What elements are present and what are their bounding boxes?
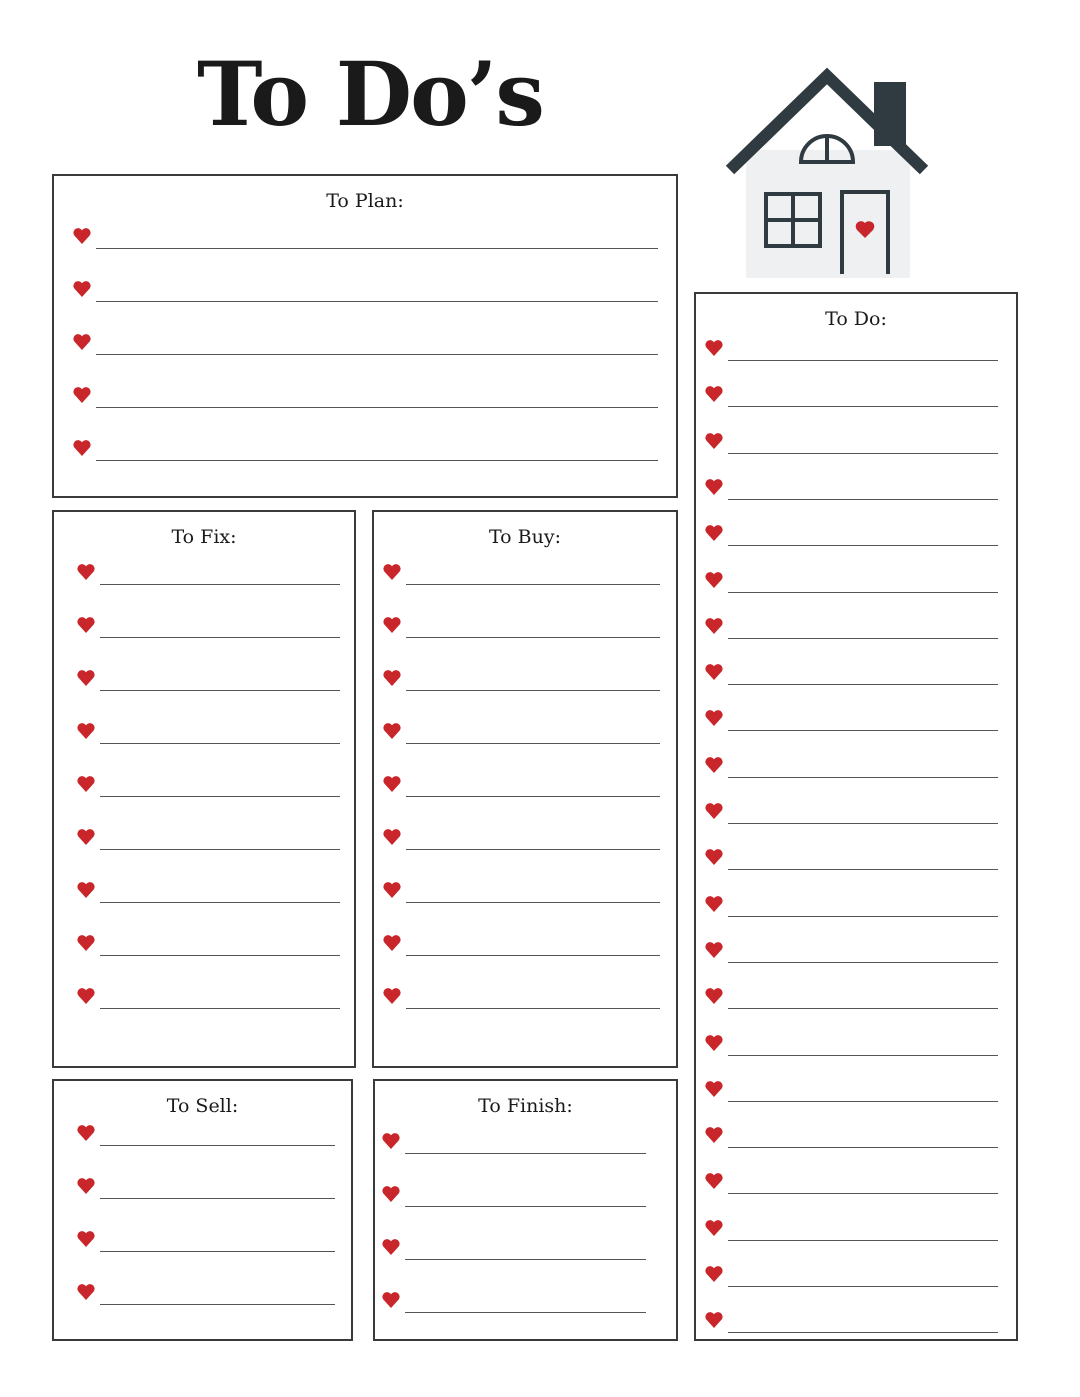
- to-do-label: To Do:: [825, 308, 887, 330]
- list-item: [76, 882, 340, 902]
- list-item: [76, 829, 340, 849]
- writing-line[interactable]: [405, 1153, 646, 1154]
- list-item: [72, 228, 658, 248]
- writing-line[interactable]: [728, 360, 998, 361]
- heart-icon: [704, 570, 724, 590]
- writing-line[interactable]: [100, 1198, 335, 1199]
- list-item: [704, 1081, 998, 1101]
- writing-line[interactable]: [96, 407, 658, 408]
- writing-line[interactable]: [728, 1008, 998, 1009]
- heart-icon: [381, 1184, 401, 1204]
- list-item: [704, 572, 998, 592]
- writing-line[interactable]: [100, 849, 340, 850]
- heart-icon: [76, 986, 96, 1006]
- writing-line[interactable]: [406, 1008, 660, 1009]
- heart-icon: [72, 438, 92, 458]
- writing-line[interactable]: [96, 248, 658, 249]
- writing-line[interactable]: [728, 406, 998, 407]
- to-sell-section: [52, 1079, 353, 1341]
- writing-line[interactable]: [405, 1259, 646, 1260]
- list-item: [382, 776, 660, 796]
- writing-line[interactable]: [96, 354, 658, 355]
- list-item: [704, 479, 998, 499]
- to-buy-label: To Buy:: [488, 526, 561, 548]
- heart-icon: [72, 226, 92, 246]
- list-item: [76, 564, 340, 584]
- writing-line[interactable]: [100, 1145, 335, 1146]
- heart-icon: [704, 431, 724, 451]
- writing-line[interactable]: [405, 1206, 646, 1207]
- writing-line[interactable]: [406, 690, 660, 691]
- list-item: [704, 942, 998, 962]
- list-item: [381, 1186, 646, 1206]
- heart-icon: [76, 880, 96, 900]
- list-item: [704, 340, 998, 360]
- list-item: [76, 670, 340, 690]
- writing-line[interactable]: [728, 823, 998, 824]
- writing-line[interactable]: [728, 1055, 998, 1056]
- heart-icon: [72, 332, 92, 352]
- writing-line[interactable]: [728, 1240, 998, 1241]
- writing-line[interactable]: [728, 638, 998, 639]
- list-item: [704, 1266, 998, 1286]
- writing-line[interactable]: [406, 637, 660, 638]
- list-item: [76, 776, 340, 796]
- heart-icon: [381, 1237, 401, 1257]
- heart-icon: [704, 1310, 724, 1330]
- list-item: [704, 988, 998, 1008]
- list-item: [76, 935, 340, 955]
- list-item: [704, 710, 998, 730]
- writing-line[interactable]: [100, 690, 340, 691]
- to-buy-section: [372, 510, 678, 1068]
- heart-icon: [76, 668, 96, 688]
- writing-line[interactable]: [728, 777, 998, 778]
- list-item: [76, 988, 340, 1008]
- writing-line[interactable]: [100, 1251, 335, 1252]
- house-icon: [724, 62, 930, 278]
- list-item: [704, 386, 998, 406]
- writing-line[interactable]: [728, 1332, 998, 1333]
- heart-icon: [382, 562, 402, 582]
- to-sell-label: To Sell:: [166, 1095, 239, 1117]
- heart-icon: [704, 338, 724, 358]
- heart-icon: [382, 721, 402, 741]
- heart-icon: [76, 1123, 96, 1143]
- heart-icon: [76, 721, 96, 741]
- list-item: [704, 896, 998, 916]
- writing-line[interactable]: [728, 545, 998, 546]
- writing-line[interactable]: [728, 499, 998, 500]
- writing-line[interactable]: [728, 869, 998, 870]
- to-fix-label: To Fix:: [171, 526, 237, 548]
- heart-icon: [704, 477, 724, 497]
- writing-line[interactable]: [728, 1147, 998, 1148]
- list-item: [704, 433, 998, 453]
- heart-icon: [704, 986, 724, 1006]
- writing-line[interactable]: [728, 962, 998, 963]
- list-item: [704, 1312, 998, 1332]
- heart-icon: [72, 385, 92, 405]
- heart-icon: [382, 827, 402, 847]
- list-item: [72, 334, 658, 354]
- heart-icon: [704, 1171, 724, 1191]
- list-item: [381, 1239, 646, 1259]
- writing-line[interactable]: [100, 584, 340, 585]
- heart-icon: [381, 1290, 401, 1310]
- list-item: [382, 882, 660, 902]
- writing-line[interactable]: [100, 955, 340, 956]
- heart-icon: [704, 1125, 724, 1145]
- heart-icon: [76, 1176, 96, 1196]
- heart-icon: [704, 847, 724, 867]
- heart-icon: [704, 1033, 724, 1053]
- list-item: [76, 723, 340, 743]
- writing-line[interactable]: [100, 902, 340, 903]
- writing-line[interactable]: [100, 743, 340, 744]
- heart-icon: [704, 384, 724, 404]
- heart-icon: [72, 279, 92, 299]
- list-item: [704, 1220, 998, 1240]
- list-item: [704, 757, 998, 777]
- list-item: [72, 387, 658, 407]
- list-item: [382, 564, 660, 584]
- list-item: [704, 1035, 998, 1055]
- writing-line[interactable]: [728, 730, 998, 731]
- writing-line[interactable]: [100, 637, 340, 638]
- writing-line[interactable]: [406, 902, 660, 903]
- to-plan-section: [52, 174, 678, 498]
- list-item: [704, 664, 998, 684]
- list-item: [76, 1178, 335, 1198]
- heart-icon: [382, 668, 402, 688]
- list-item: [382, 617, 660, 637]
- list-item: [382, 829, 660, 849]
- heart-icon: [704, 523, 724, 543]
- heart-icon: [704, 662, 724, 682]
- writing-line[interactable]: [100, 1008, 340, 1009]
- writing-line[interactable]: [728, 684, 998, 685]
- to-plan-label: To Plan:: [326, 190, 404, 212]
- heart-icon: [704, 801, 724, 821]
- heart-icon: [704, 1079, 724, 1099]
- list-item: [704, 525, 998, 545]
- heart-icon: [76, 933, 96, 953]
- to-finish-label: To Finish:: [478, 1095, 573, 1117]
- heart-icon: [704, 1264, 724, 1284]
- list-item: [76, 1125, 335, 1145]
- heart-icon: [382, 615, 402, 635]
- writing-line[interactable]: [96, 301, 658, 302]
- list-item: [382, 723, 660, 743]
- writing-line[interactable]: [728, 453, 998, 454]
- heart-icon: [76, 1282, 96, 1302]
- to-do-section: [694, 292, 1018, 1341]
- list-item: [704, 849, 998, 869]
- writing-line[interactable]: [405, 1312, 646, 1313]
- writing-line[interactable]: [406, 849, 660, 850]
- heart-icon: [382, 880, 402, 900]
- list-item: [76, 1231, 335, 1251]
- heart-icon: [704, 755, 724, 775]
- list-item: [72, 281, 658, 301]
- to-finish-section: [373, 1079, 678, 1341]
- heart-icon: [382, 774, 402, 794]
- list-item: [382, 670, 660, 690]
- heart-icon: [704, 708, 724, 728]
- writing-line[interactable]: [728, 1286, 998, 1287]
- writing-line[interactable]: [96, 460, 658, 461]
- writing-line[interactable]: [728, 1101, 998, 1102]
- heart-icon: [704, 894, 724, 914]
- page-title: To Do’s: [197, 42, 543, 146]
- writing-line[interactable]: [406, 584, 660, 585]
- writing-line[interactable]: [728, 592, 998, 593]
- heart-icon: [381, 1131, 401, 1151]
- list-item: [381, 1292, 646, 1312]
- writing-line[interactable]: [728, 1193, 998, 1194]
- writing-line[interactable]: [100, 1304, 335, 1305]
- writing-line[interactable]: [406, 955, 660, 956]
- writing-line[interactable]: [406, 796, 660, 797]
- heart-icon: [382, 986, 402, 1006]
- list-item: [704, 1173, 998, 1193]
- heart-icon: [76, 615, 96, 635]
- writing-line[interactable]: [728, 916, 998, 917]
- heart-icon: [382, 933, 402, 953]
- list-item: [704, 803, 998, 823]
- heart-icon: [76, 774, 96, 794]
- list-item: [704, 1127, 998, 1147]
- list-item: [704, 618, 998, 638]
- heart-icon: [704, 1218, 724, 1238]
- list-item: [382, 935, 660, 955]
- writing-line[interactable]: [406, 743, 660, 744]
- writing-line[interactable]: [100, 796, 340, 797]
- heart-icon: [704, 616, 724, 636]
- heart-icon: [76, 562, 96, 582]
- list-item: [382, 988, 660, 1008]
- list-item: [76, 1284, 335, 1304]
- list-item: [72, 440, 658, 460]
- heart-icon: [76, 827, 96, 847]
- list-item: [381, 1133, 646, 1153]
- heart-icon: [704, 940, 724, 960]
- heart-icon: [76, 1229, 96, 1249]
- list-item: [76, 617, 340, 637]
- to-fix-section: [52, 510, 356, 1068]
